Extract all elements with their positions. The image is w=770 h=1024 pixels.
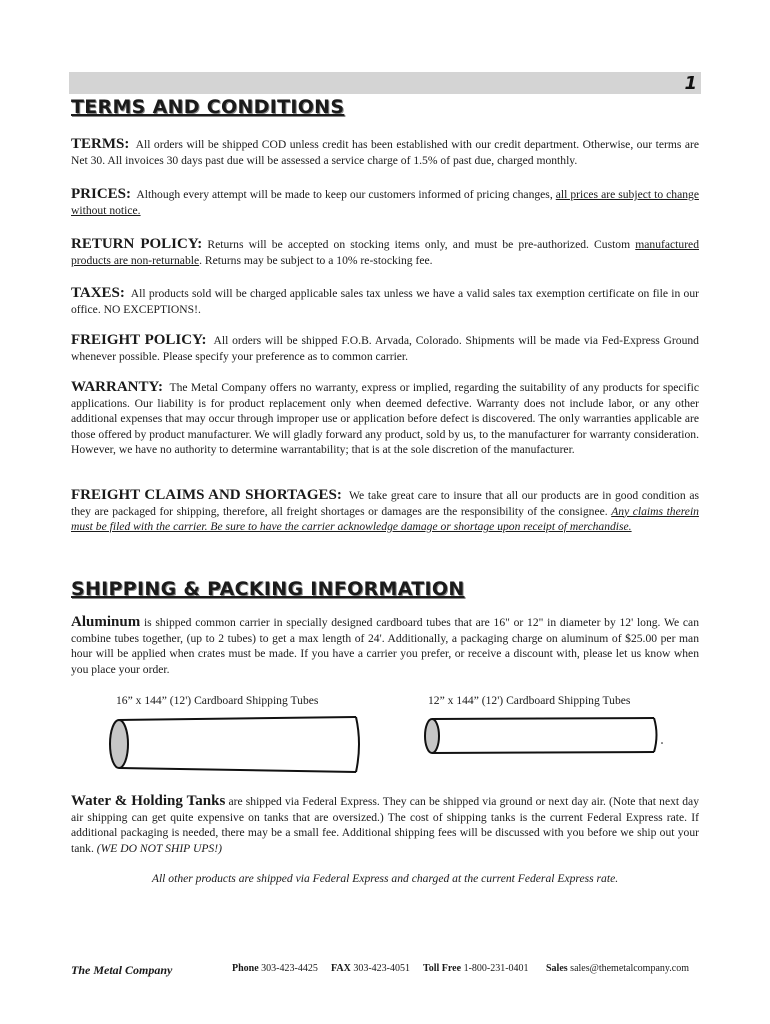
return-policy-text-underlined: manufactured products are non-returnable — [71, 238, 699, 267]
footer-sales — [546, 963, 689, 974]
terms-paragraph — [71, 137, 699, 168]
terms-text: All orders will be shipped COD unless credit has been established with our credit department. Otherwise, our terms are Net 30. All invoices 30 days past due will be assessed a service charge of 1.5% of past due, charged monthly. — [71, 138, 699, 167]
footer-sales-label: Sales — [546, 963, 568, 974]
footer-fax-value: 303-423-4051 — [353, 963, 410, 974]
tube-16-end — [110, 720, 128, 768]
footer-company: The Metal Company — [71, 963, 173, 977]
terms-title: TERMS AND CONDITIONS — [71, 96, 345, 118]
prices-paragraph — [71, 187, 699, 218]
taxes-heading: TAXES: — [71, 285, 125, 301]
freight-claims-text-italic: Any claims therein must be filed with the carrier. Be sure to have the carrier acknowledge damage or shortage upon receipt of merchandise. — [71, 504, 699, 533]
terms-heading: TERMS: — [71, 136, 130, 152]
prices-text-underlined: all prices are subject to change without notice. — [71, 188, 699, 217]
return-policy-paragraph — [71, 237, 699, 268]
tube-16-illustration — [100, 712, 380, 778]
freight-claims-text: We take great care to insure that all our products are in good condition as they are packaged for shipping, therefore, all freight shortages or damages are the responsibility of the consignee. — [71, 489, 699, 518]
tube-12-end — [425, 719, 439, 753]
shipping-title: SHIPPING & PACKING INFORMATION — [71, 578, 465, 600]
taxes-text: All products sold will be charged applicable sales tax unless we have a valid sales tax exemption certificate on file in our office. NO EXCEPTIONS!. — [71, 287, 699, 316]
tube-16-label: 16” x 144” (12') Cardboard Shipping Tubes — [116, 694, 319, 707]
prices-text: Although every attempt will be made to keep our customers informed of pricing changes, — [136, 188, 553, 201]
freight-claims-heading: FREIGHT CLAIMS AND SHORTAGES: — [71, 487, 342, 503]
water-tanks-text-italic: (WE DO NOT SHIP UPS!) — [96, 841, 222, 855]
warranty-paragraph — [71, 380, 699, 458]
footer-sales-email[interactable]: sales@themetalcompany.com — [570, 963, 689, 974]
return-policy-heading: RETURN POLICY: — [71, 236, 203, 252]
page-number: 1 — [684, 73, 697, 94]
taxes-paragraph — [71, 286, 699, 317]
warranty-text: The Metal Company offers no warranty, express or implied, regarding the suitability of any products for specific applications. Our liability is for product replacement only when deemed defective. Warranty does not include labor, or any other additional expenses that may occur through improper use or application before defect is discovered. The only warranties applicable are those offered by product manufacturer. We will gladly forward any product, sold by us, to the manufacturer for warranty consideration. However, we have no authority to determine warrantability; that is at the sole discretion of the manufacturer. — [71, 381, 699, 456]
footer-tollfree-value: 1-800-231-0401 — [463, 963, 529, 974]
freight-policy-heading: FREIGHT POLICY: — [71, 332, 207, 348]
footer-phone-label: Phone — [232, 963, 259, 974]
footer-fax — [331, 963, 410, 974]
freight-policy-text: All orders will be shipped F.O.B. Arvada, Colorado. Shipments will be made via Fed-Express Ground whenever possible. Please specify your preference as to common carrier. — [71, 334, 699, 363]
footer-tollfree-label: Toll Free — [423, 963, 462, 974]
return-policy-text: Returns will be accepted on stocking items only, and must be pre-authorized. Custom — [207, 238, 631, 251]
freight-claims-paragraph — [71, 488, 699, 535]
aluminum-heading: Aluminum — [71, 614, 141, 630]
other-products-note: All other products are shipped via Federal Express and charged at the current Federal Express rate. — [151, 872, 619, 885]
water-tanks-paragraph — [71, 794, 699, 856]
tube-12-label: 12” x 144” (12') Cardboard Shipping Tubes — [428, 694, 631, 707]
page-header-bar — [69, 72, 701, 94]
footer-tollfree — [423, 963, 529, 974]
freight-policy-paragraph — [71, 333, 699, 364]
footer-phone-value: 303-423-4425 — [261, 963, 318, 974]
footer-phone — [232, 963, 318, 974]
aluminum-text: is shipped common carrier in specially designed cardboard tubes that are 16" or 12" in diameter by 12' long. We can combine tubes together, (up to 2 tubes) to get a max length of 24'. Additionally, a packaging charge on aluminum of $25.00 per man hour will be applied when crates must be made. If you have a carrier you prefer, or receive a discount with, please let us know when you place your order. — [71, 616, 699, 676]
return-policy-text-end: . Returns may be subject to a 10% re-stocking fee. — [199, 253, 433, 267]
water-tanks-text: are shipped via Federal Express. They can be shipped via ground or next day air. (Note that next day air shipping can get quite expensive on tanks that are oversized.) The cost of shipping tanks is the current Federal Express rate. If additional packaging is needed, there may be a small fee. Additional shipping fees will be discussed with you before we ship out your tank. — [71, 795, 699, 855]
footer-fax-label: FAX — [331, 963, 351, 974]
prices-heading: PRICES: — [71, 186, 132, 202]
tube-12-illustration — [418, 714, 668, 760]
warranty-heading: WARRANTY: — [71, 379, 163, 395]
water-tanks-heading: Water & Holding Tanks — [71, 793, 226, 809]
aluminum-paragraph — [71, 615, 699, 677]
